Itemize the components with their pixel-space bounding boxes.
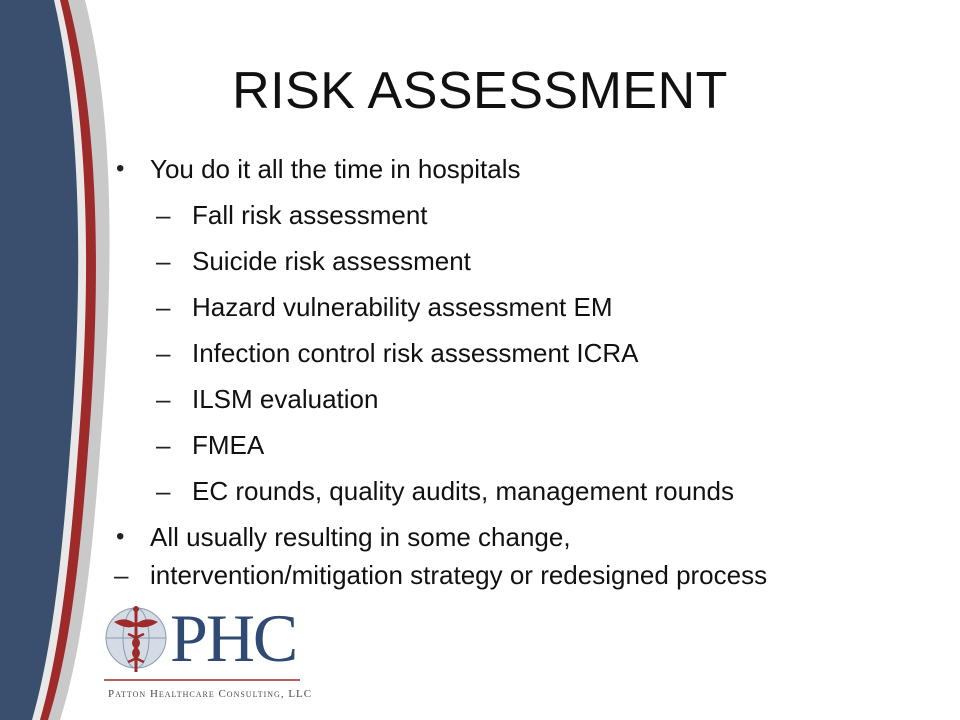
sub-bullet-item: – EC rounds, quality audits, management rounds bbox=[192, 474, 734, 508]
bullet-continuation: – intervention/mitigation strategy or redesigned process bbox=[150, 558, 767, 592]
sub-bullet-item: – Fall risk assessment bbox=[192, 198, 428, 232]
sub-bullet-item: – Hazard vulnerability assessment EM bbox=[192, 290, 613, 324]
bullet-item: • You do it all the time in hospitals bbox=[150, 152, 521, 186]
logo-company-name: Patton Healthcare Consulting, LLC bbox=[108, 688, 313, 700]
bullet-item: • All usually resulting in some change, bbox=[150, 520, 571, 554]
sub-bullet-item: – Infection control risk assessment ICRA bbox=[192, 336, 639, 370]
sub-bullet-item: – Suicide risk assessment bbox=[192, 244, 471, 278]
sub-bullet-item: – ILSM evaluation bbox=[192, 382, 378, 416]
slide-title: RISK ASSESSMENT bbox=[232, 62, 728, 120]
logo-letters: PHC bbox=[170, 600, 297, 676]
sub-bullet-item: – FMEA bbox=[192, 428, 264, 462]
